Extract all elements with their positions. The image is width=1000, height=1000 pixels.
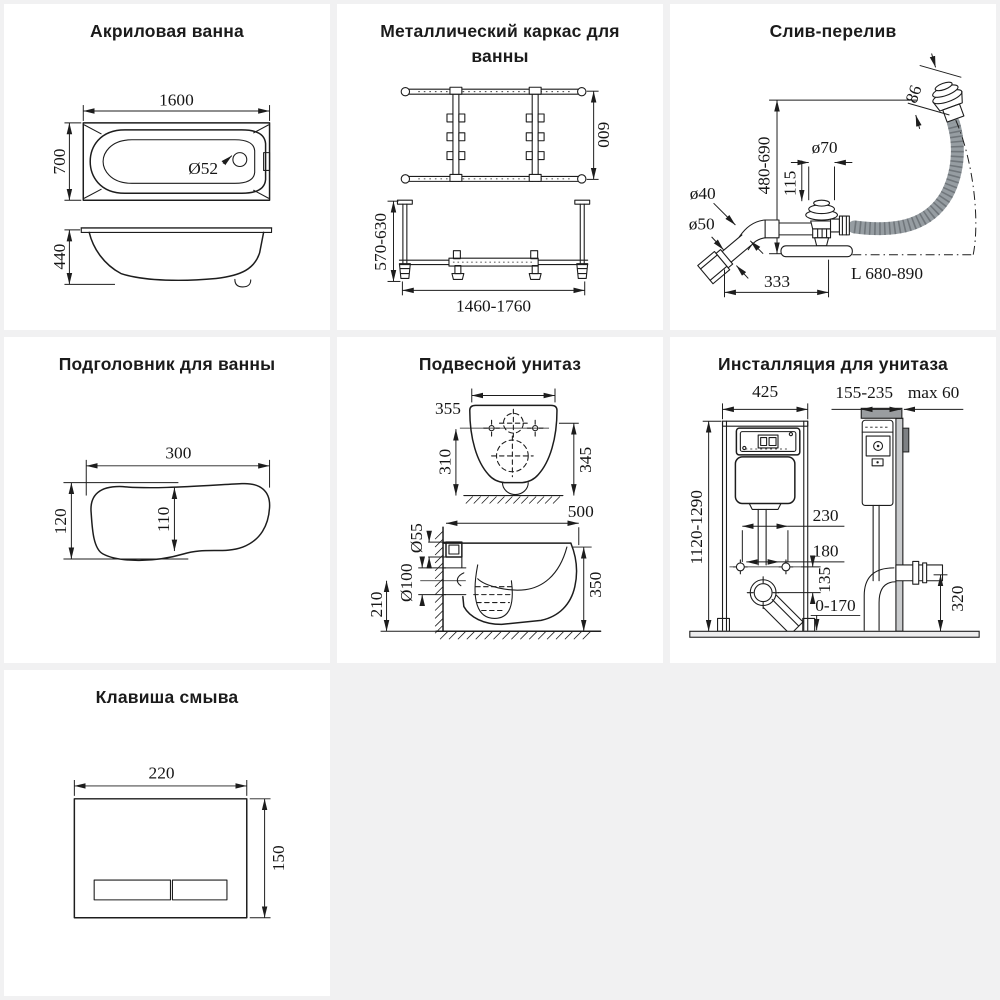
panel-title-toilet-installation: Инсталляция для унитаза	[718, 354, 948, 374]
dim-toilet-outlet-height: 210	[367, 591, 387, 618]
dim-bath-height: 440	[49, 243, 69, 270]
panel-title-drain-overflow: Слив-перелив	[769, 21, 897, 41]
dim-inst-max-offset: max 60	[907, 382, 960, 402]
panel-wall-hung-toilet	[337, 337, 663, 663]
panel-title-acrylic-bath: Акриловая ванна	[90, 21, 244, 41]
bath-side-view	[64, 228, 271, 287]
dim-inst-floor-gap: 0-170	[815, 596, 856, 616]
dim-overflow-head: 86	[901, 82, 926, 106]
dim-frame-length: 1460-1760	[456, 296, 532, 316]
panel-headrest	[4, 337, 330, 663]
dim-toilet-depth: 500	[567, 501, 594, 521]
dim-inst-180: 180	[812, 541, 839, 561]
dim-toilet-body-height: 350	[586, 571, 606, 598]
dim-pipe-d50: ø50	[688, 214, 715, 234]
panel-title-flush-button: Клавиша смыва	[95, 687, 239, 707]
dim-frame-depth: 600	[594, 121, 614, 148]
panel-title-metal-frame: Металлический каркас для ванны	[380, 21, 620, 67]
dim-plate-height: 150	[268, 845, 288, 872]
panel-title-headrest: Подголовник для ванны	[58, 354, 276, 374]
dim-plug-height: 115	[780, 170, 800, 197]
dim-bath-width: 700	[49, 148, 69, 175]
overflow-hose	[854, 123, 957, 229]
toilet-installation-drawing	[670, 337, 996, 663]
dim-inst-depth: 155-235	[835, 382, 894, 402]
empty-cell-bottom-right	[670, 670, 996, 996]
toilet-top-view	[456, 389, 579, 504]
dim-inst-230: 230	[812, 505, 839, 525]
dim-frame-height: 570-630	[371, 212, 391, 271]
dim-horizontal-length: 333	[764, 271, 791, 291]
cap-dim	[791, 161, 852, 202]
frame-front-view	[388, 200, 590, 295]
dim-inst-135: 135	[815, 566, 835, 593]
installation-side-view	[861, 408, 942, 631]
panel-acrylic-bath	[4, 4, 330, 330]
dim-headrest-width: 300	[165, 443, 192, 463]
panel-metal-frame	[337, 4, 663, 330]
dim-toilet-top-width: 355	[434, 398, 461, 418]
dim-headrest-height: 120	[50, 508, 70, 535]
acrylic-bath-drawing	[4, 4, 330, 330]
drain-overflow-drawing	[670, 4, 996, 330]
dim-cap-diameter: ø70	[811, 138, 838, 158]
dim-inst-height: 1120-1290	[687, 490, 707, 565]
dim-toilet-inlet: Ø55	[406, 523, 426, 554]
dim-bath-drain: Ø52	[188, 158, 219, 178]
dim-toilet-mount-height: 310	[435, 448, 455, 475]
dim-inst-width: 425	[752, 381, 779, 401]
installation-front-view	[718, 421, 815, 634]
flush-key-small	[172, 880, 226, 900]
floor	[690, 631, 979, 637]
wall-hung-toilet-drawing	[337, 337, 663, 663]
dim-toilet-total-height: 345	[576, 446, 596, 473]
dim-pipe-d40: ø40	[689, 183, 716, 203]
panel-drain-overflow	[670, 4, 996, 330]
panel-toilet-installation	[670, 337, 996, 663]
frame-top-view	[401, 87, 598, 183]
panel-title-wall-hung-toilet: Подвесной унитаз	[418, 354, 582, 374]
dim-bath-length: 1600	[159, 90, 194, 110]
dim-inst-outlet-height: 320	[947, 585, 967, 612]
headrest-outline	[91, 484, 270, 561]
bath-top-view	[64, 105, 269, 200]
headrest-drawing	[4, 337, 330, 663]
dim-hose-length: L 680-890	[850, 264, 924, 284]
empty-cell-bottom-middle	[337, 670, 663, 996]
dim-headrest-inner-height: 110	[154, 506, 174, 533]
panel-flush-button	[4, 670, 330, 996]
dim-overflow-height: 480-690	[754, 136, 774, 195]
flush-key-large	[94, 880, 170, 900]
flush-button-drawing	[4, 670, 330, 996]
dim-plate-width: 220	[148, 763, 175, 783]
dim-toilet-outlet: Ø100	[396, 563, 416, 602]
frame-bracket-tabs	[447, 114, 544, 160]
overflow-head	[928, 78, 970, 124]
